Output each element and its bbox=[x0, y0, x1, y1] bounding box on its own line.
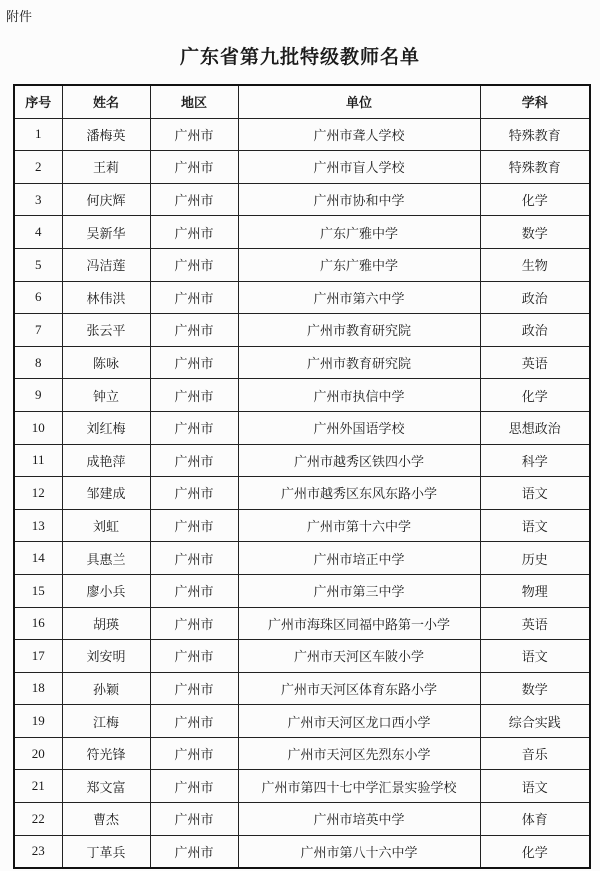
cell-subject: 音乐 bbox=[480, 737, 590, 770]
cell-region: 广州市 bbox=[150, 574, 238, 607]
cell-index: 3 bbox=[14, 183, 62, 216]
cell-subject: 特殊教育 bbox=[480, 118, 590, 151]
cell-region: 广州市 bbox=[150, 151, 238, 184]
cell-region: 广州市 bbox=[150, 705, 238, 738]
cell-region: 广州市 bbox=[150, 803, 238, 836]
cell-index: 22 bbox=[14, 803, 62, 836]
cell-name: 吴新华 bbox=[62, 216, 150, 249]
cell-subject: 英语 bbox=[480, 607, 590, 640]
cell-index: 20 bbox=[14, 737, 62, 770]
cell-unit: 广州市越秀区铁四小学 bbox=[238, 444, 480, 477]
cell-name: 陈咏 bbox=[62, 346, 150, 379]
cell-region: 广州市 bbox=[150, 118, 238, 151]
cell-index: 2 bbox=[14, 151, 62, 184]
cell-unit: 广州市天河区体育东路小学 bbox=[238, 672, 480, 705]
cell-subject: 英语 bbox=[480, 346, 590, 379]
cell-subject: 综合实践 bbox=[480, 705, 590, 738]
table-row bbox=[14, 314, 590, 347]
cell-name: 胡瑛 bbox=[62, 607, 150, 640]
cell-subject: 化学 bbox=[480, 835, 590, 868]
cell-name: 林伟洪 bbox=[62, 281, 150, 314]
table-row bbox=[14, 151, 590, 184]
cell-index: 16 bbox=[14, 607, 62, 640]
table-row bbox=[14, 183, 590, 216]
cell-region: 广州市 bbox=[150, 477, 238, 510]
table-row bbox=[14, 835, 590, 868]
cell-unit: 广州市聋人学校 bbox=[238, 118, 480, 151]
cell-index: 10 bbox=[14, 411, 62, 444]
cell-unit: 广州市第八十六中学 bbox=[238, 835, 480, 868]
cell-name: 邹建成 bbox=[62, 477, 150, 510]
cell-subject: 历史 bbox=[480, 542, 590, 575]
cell-name: 张云平 bbox=[62, 314, 150, 347]
cell-subject: 物理 bbox=[480, 574, 590, 607]
cell-name: 廖小兵 bbox=[62, 574, 150, 607]
cell-name: 曹杰 bbox=[62, 803, 150, 836]
cell-subject: 体育 bbox=[480, 803, 590, 836]
table-header-row bbox=[14, 85, 590, 118]
table-row bbox=[14, 672, 590, 705]
cell-region: 广州市 bbox=[150, 281, 238, 314]
cell-subject: 政治 bbox=[480, 314, 590, 347]
cell-subject: 数学 bbox=[480, 672, 590, 705]
cell-name: 王莉 bbox=[62, 151, 150, 184]
cell-name: 具惠兰 bbox=[62, 542, 150, 575]
cell-region: 广州市 bbox=[150, 216, 238, 249]
cell-unit: 广州市协和中学 bbox=[238, 183, 480, 216]
cell-unit: 广州市天河区先烈东小学 bbox=[238, 737, 480, 770]
table-row bbox=[14, 346, 590, 379]
cell-subject: 语文 bbox=[480, 509, 590, 542]
cell-name: 刘虹 bbox=[62, 509, 150, 542]
page-title: 广东省第九批特级教师名单 bbox=[179, 46, 420, 68]
table-row bbox=[14, 607, 590, 640]
cell-region: 广州市 bbox=[150, 346, 238, 379]
cell-index: 7 bbox=[14, 314, 62, 347]
table-row bbox=[14, 509, 590, 542]
cell-index: 9 bbox=[14, 379, 62, 412]
table-row bbox=[14, 444, 590, 477]
cell-name: 冯洁莲 bbox=[62, 248, 150, 281]
cell-region: 广州市 bbox=[150, 640, 238, 673]
cell-region: 广州市 bbox=[150, 737, 238, 770]
cell-name: 潘梅英 bbox=[62, 118, 150, 151]
table-row bbox=[14, 770, 590, 803]
cell-name: 江梅 bbox=[62, 705, 150, 738]
cell-index: 12 bbox=[14, 477, 62, 510]
cell-name: 成艳萍 bbox=[62, 444, 150, 477]
cell-subject: 特殊教育 bbox=[480, 151, 590, 184]
cell-name: 丁革兵 bbox=[62, 835, 150, 868]
cell-index: 6 bbox=[14, 281, 62, 314]
cell-subject: 科学 bbox=[480, 444, 590, 477]
cell-region: 广州市 bbox=[150, 248, 238, 281]
cell-unit: 广州市盲人学校 bbox=[238, 151, 480, 184]
cell-name: 何庆辉 bbox=[62, 183, 150, 216]
table-row bbox=[14, 281, 590, 314]
cell-unit: 广州市培正中学 bbox=[238, 542, 480, 575]
cell-index: 21 bbox=[14, 770, 62, 803]
cell-name: 郑文富 bbox=[62, 770, 150, 803]
attachment-label: 附件 bbox=[6, 10, 33, 25]
cell-name: 刘红梅 bbox=[62, 411, 150, 444]
cell-region: 广州市 bbox=[150, 411, 238, 444]
cell-region: 广州市 bbox=[150, 542, 238, 575]
cell-name: 钟立 bbox=[62, 379, 150, 412]
cell-subject: 语文 bbox=[480, 477, 590, 510]
column-header-unit: 单位 bbox=[238, 85, 480, 118]
cell-subject: 语文 bbox=[480, 770, 590, 803]
cell-subject: 化学 bbox=[480, 379, 590, 412]
cell-region: 广州市 bbox=[150, 444, 238, 477]
cell-name: 刘安明 bbox=[62, 640, 150, 673]
cell-index: 5 bbox=[14, 248, 62, 281]
cell-index: 8 bbox=[14, 346, 62, 379]
cell-region: 广州市 bbox=[150, 770, 238, 803]
table-row bbox=[14, 248, 590, 281]
teacher-table bbox=[13, 84, 591, 869]
cell-index: 1 bbox=[14, 118, 62, 151]
cell-subject: 思想政治 bbox=[480, 411, 590, 444]
cell-index: 18 bbox=[14, 672, 62, 705]
cell-region: 广州市 bbox=[150, 183, 238, 216]
cell-unit: 广东广雅中学 bbox=[238, 216, 480, 249]
cell-region: 广州市 bbox=[150, 509, 238, 542]
cell-unit: 广州市执信中学 bbox=[238, 379, 480, 412]
cell-unit: 广州市培英中学 bbox=[238, 803, 480, 836]
cell-region: 广州市 bbox=[150, 835, 238, 868]
cell-unit: 广东广雅中学 bbox=[238, 248, 480, 281]
table-row bbox=[14, 542, 590, 575]
cell-subject: 生物 bbox=[480, 248, 590, 281]
table-row bbox=[14, 379, 590, 412]
cell-index: 14 bbox=[14, 542, 62, 575]
table-row bbox=[14, 640, 590, 673]
table-row bbox=[14, 411, 590, 444]
table-row bbox=[14, 216, 590, 249]
cell-region: 广州市 bbox=[150, 607, 238, 640]
cell-region: 广州市 bbox=[150, 672, 238, 705]
cell-subject: 政治 bbox=[480, 281, 590, 314]
cell-unit: 广州市越秀区东风东路小学 bbox=[238, 477, 480, 510]
column-header-subject: 学科 bbox=[480, 85, 590, 118]
cell-name: 孙颖 bbox=[62, 672, 150, 705]
cell-region: 广州市 bbox=[150, 379, 238, 412]
cell-unit: 广州市天河区车陂小学 bbox=[238, 640, 480, 673]
cell-index: 11 bbox=[14, 444, 62, 477]
table-row bbox=[14, 118, 590, 151]
cell-unit: 广州市海珠区同福中路第一小学 bbox=[238, 607, 480, 640]
cell-unit: 广州市第三中学 bbox=[238, 574, 480, 607]
cell-unit: 广州外国语学校 bbox=[238, 411, 480, 444]
table-row bbox=[14, 477, 590, 510]
table-row bbox=[14, 705, 590, 738]
cell-index: 13 bbox=[14, 509, 62, 542]
cell-index: 4 bbox=[14, 216, 62, 249]
cell-unit: 广州市教育研究院 bbox=[238, 314, 480, 347]
cell-subject: 数学 bbox=[480, 216, 590, 249]
column-header-region: 地区 bbox=[150, 85, 238, 118]
cell-region: 广州市 bbox=[150, 314, 238, 347]
table-row bbox=[14, 803, 590, 836]
cell-index: 17 bbox=[14, 640, 62, 673]
cell-unit: 广州市第四十七中学汇景实验学校 bbox=[238, 770, 480, 803]
cell-index: 23 bbox=[14, 835, 62, 868]
cell-subject: 语文 bbox=[480, 640, 590, 673]
cell-unit: 广州市第十六中学 bbox=[238, 509, 480, 542]
cell-subject: 化学 bbox=[480, 183, 590, 216]
cell-index: 15 bbox=[14, 574, 62, 607]
column-header-index: 序号 bbox=[14, 85, 62, 118]
table-row bbox=[14, 574, 590, 607]
table-row bbox=[14, 737, 590, 770]
cell-unit: 广州市教育研究院 bbox=[238, 346, 480, 379]
cell-unit: 广州市第六中学 bbox=[238, 281, 480, 314]
cell-name: 符光锋 bbox=[62, 737, 150, 770]
column-header-name: 姓名 bbox=[62, 85, 150, 118]
cell-unit: 广州市天河区龙口西小学 bbox=[238, 705, 480, 738]
cell-index: 19 bbox=[14, 705, 62, 738]
